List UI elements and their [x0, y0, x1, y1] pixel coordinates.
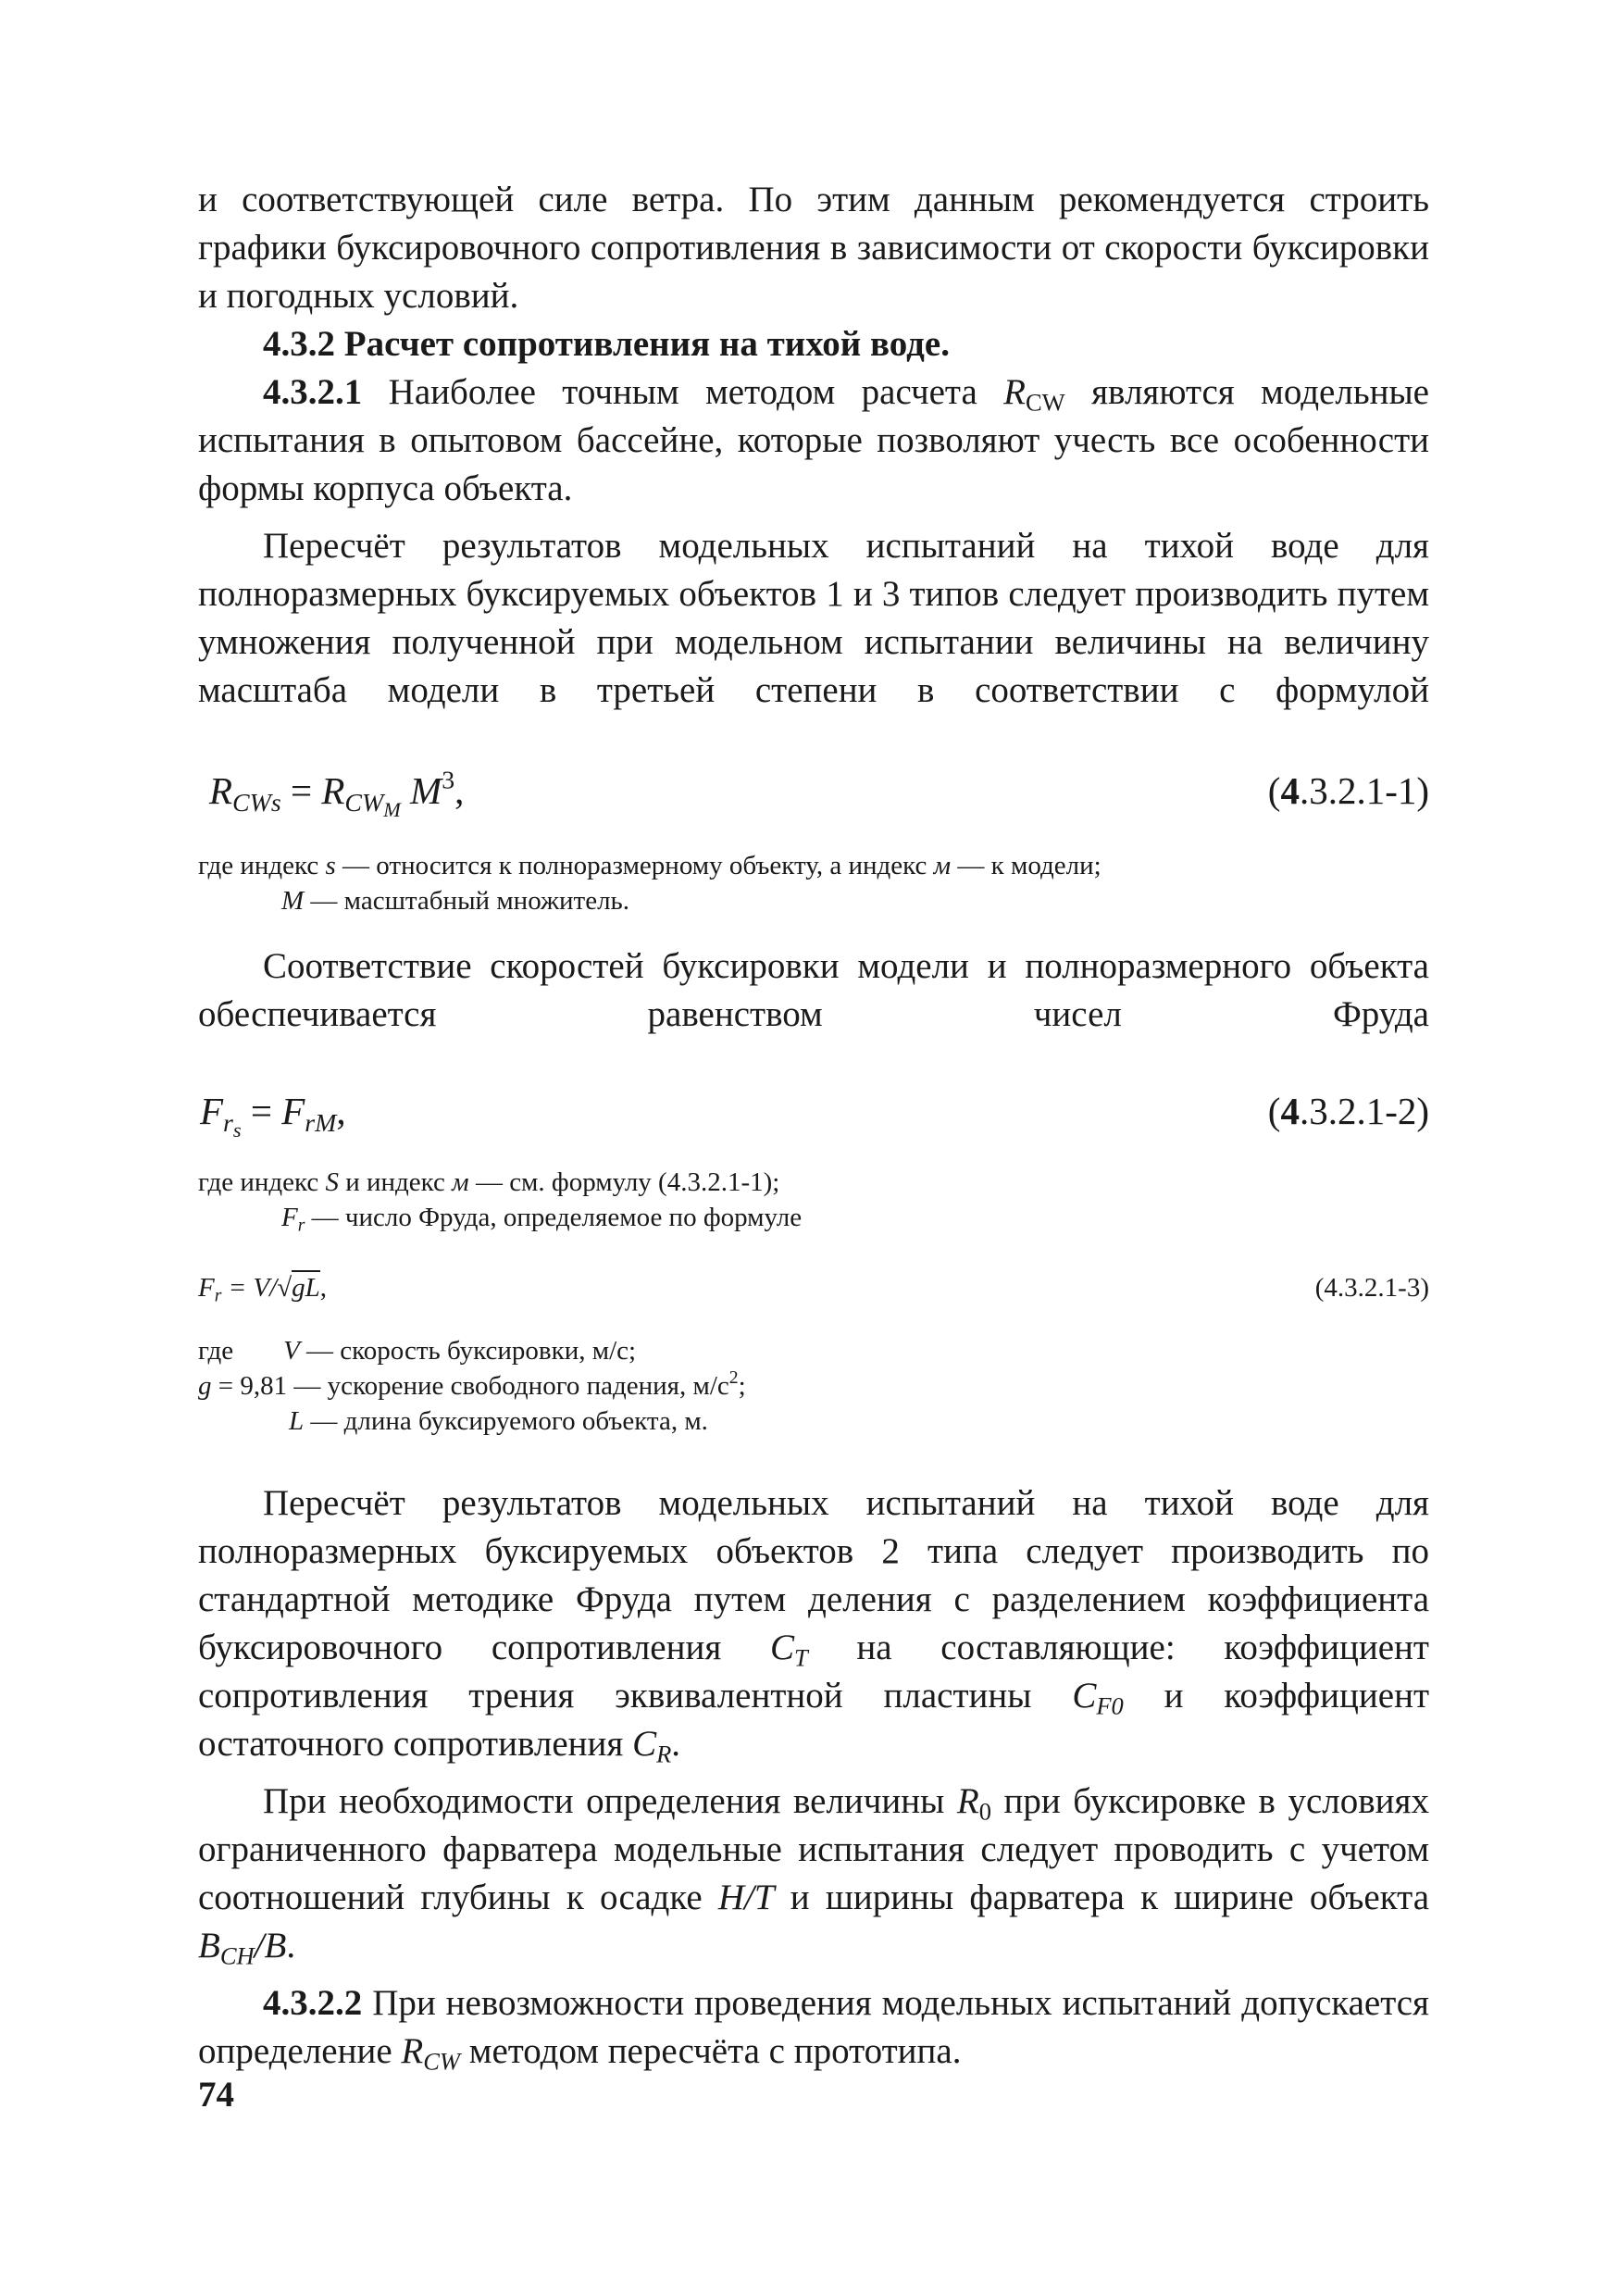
- eq-sub: CWs: [232, 788, 281, 817]
- text-run: при буксировке в условиях ограниченного фарватера модельные испытания следует проводить с учетом соотношений глубины к осадке: [198, 1781, 1429, 1917]
- equation-lhs: [198, 1270, 327, 1305]
- where-block-3: [198, 1333, 1429, 1439]
- where-block-2: [198, 1165, 1429, 1235]
- var-r-sub: 0: [978, 1797, 991, 1826]
- text-run: и индекс: [338, 1167, 453, 1197]
- clause-number: 4.3.2.1: [263, 372, 363, 412]
- var-b-sub: CH: [219, 1941, 255, 1970]
- equation-4-3-2-1-2: [198, 1087, 1429, 1142]
- where-block-1: [198, 848, 1429, 918]
- eq-var: F: [200, 1090, 224, 1132]
- text-run: — ускорение свободного падения, м/с: [287, 1371, 729, 1401]
- var-c-sub: T: [793, 1643, 808, 1672]
- var-m: M: [281, 886, 305, 916]
- var-m: м: [452, 1167, 469, 1197]
- equation-4-3-2-1-1: [198, 766, 1429, 822]
- text-run: являются модельные испытания в опытовом бассейне, которые позволяют учесть все особенности формы корпуса объекта.: [198, 372, 1429, 508]
- text-run: методом пересчёта с прототипа.: [460, 2031, 962, 2071]
- eq-sub: [223, 1108, 242, 1142]
- eq-var: R: [209, 769, 233, 812]
- eq-subsub: s: [232, 1118, 242, 1142]
- var-f-sub: r: [297, 1215, 305, 1236]
- var-m: м: [933, 851, 952, 880]
- page-body: [198, 176, 1429, 2076]
- var-c: C: [769, 1628, 794, 1667]
- eq-radicand: gL: [292, 1270, 320, 1303]
- eq-sub: rM: [305, 1108, 337, 1138]
- text-run: — длина буксируемого объекта, м.: [304, 1406, 708, 1436]
- equation-lhs: [198, 766, 465, 822]
- eq-num-bold: 4: [1280, 769, 1300, 812]
- where-line: [198, 1404, 1429, 1439]
- page-number: 74: [198, 2075, 234, 2115]
- var-c-sub: F0: [1096, 1691, 1124, 1720]
- ratio-h-t: H/T: [717, 1878, 775, 1917]
- text-run: Пересчёт результатов модельных испытаний на тихой воде для полноразмерных буксируемых объектов 2 типа следует производить по стандартной методике Фруда путем деления с разделением коэффициента буксировочного сопротивления: [198, 1483, 1429, 1667]
- eq-sub-text: r: [223, 1108, 233, 1138]
- where-line: [198, 883, 1429, 918]
- clause-number: 4.3.2.2: [263, 1983, 363, 2023]
- text-run: и ширины фарватера к ширине объекта: [774, 1878, 1429, 1917]
- eq-tail: ,: [336, 1090, 346, 1132]
- var-r-sub: CW: [423, 2047, 461, 2076]
- var-r: R: [956, 1781, 979, 1821]
- eq-sub: r: [214, 1285, 222, 1306]
- text-run: на составляющие: коэффициент сопротивления трения эквивалентной пластины: [198, 1628, 1429, 1716]
- eq-sign: =: [241, 1090, 282, 1132]
- eq-subsub: M: [383, 798, 401, 822]
- eq-sub-text: CW: [344, 788, 384, 817]
- text-run: — масштабный множитель.: [304, 886, 630, 916]
- text-run: — скорость буксировки, м/с;: [299, 1336, 637, 1366]
- where-line: [198, 1165, 1429, 1200]
- eq-sign: =: [280, 769, 322, 812]
- text-run: — см. формулу (4.3.2.1-1);: [468, 1167, 780, 1197]
- eq-num-bold: 4: [1280, 1090, 1300, 1132]
- section-heading-4-3-2: 4.3.2 Расчет сопротивления на тихой воде.: [263, 324, 950, 364]
- eq-tail: ,: [454, 769, 465, 812]
- var-c: C: [632, 1724, 657, 1764]
- text-run: При невозможности проведения модельных испытаний допускается определение: [198, 1983, 1429, 2071]
- paragraph-froude: Соответствие скоростей буксировки модели и полноразмерного объекта обеспечивается равенством чисел Фруда: [198, 946, 1429, 1034]
- text-run: ;: [738, 1371, 746, 1401]
- text-run: Наиболее точным методом расчета: [362, 372, 1004, 412]
- unit-power: 2: [728, 1367, 739, 1389]
- text-run: — число Фруда, определяемое по формуле: [305, 1203, 803, 1232]
- text-run: — относится к полноразмерному объекту, а индекс: [335, 851, 934, 880]
- equation-number: [1268, 1087, 1429, 1135]
- eq-num-rest: .3.2.1-1): [1299, 769, 1429, 812]
- where-key: где: [198, 1336, 234, 1366]
- var-r: R: [401, 2031, 424, 2071]
- text-run: .: [671, 1724, 681, 1764]
- var-c-sub: R: [656, 1740, 672, 1768]
- var-r: R: [1003, 372, 1026, 412]
- var-b: B: [198, 1926, 220, 1965]
- eq-var: F: [198, 1273, 215, 1303]
- equation-4-3-2-1-3: [198, 1270, 1429, 1305]
- value-g: = 9,81: [211, 1371, 288, 1401]
- where-line: [198, 1333, 1429, 1368]
- paragraph-recalc-1-3: Пересчёт результатов модельных испытаний на тихой воде для полноразмерных буксируемых объектов 1 и 3 типов следует производить путем умножения полученной при модельном испытании величины на величину масштаба модели в третьей степени в соответствии с формулой: [198, 526, 1429, 710]
- var-s: S: [325, 1167, 339, 1197]
- eq-num-open: (: [1267, 1090, 1281, 1132]
- eq-num-rest: .3.2.1-2): [1299, 1090, 1429, 1132]
- where-line: [198, 848, 1429, 883]
- var-c: C: [1072, 1676, 1097, 1716]
- var-b-tail: /B: [254, 1926, 287, 1965]
- eq-num-open: (: [1267, 769, 1281, 812]
- eq-sub: [344, 788, 401, 822]
- equation-number: (4.3.2.1-3): [1314, 1273, 1429, 1303]
- text-run: где индекс: [198, 851, 326, 880]
- where-line: [198, 1200, 1429, 1235]
- eq-power: 3: [442, 766, 455, 795]
- paragraph-4-3-2-1: [198, 368, 1429, 513]
- var-g: g: [198, 1371, 212, 1401]
- eq-sign: = V/: [221, 1273, 278, 1303]
- var-s: s: [325, 851, 336, 880]
- paragraph-4-3-2-2: [198, 1979, 1429, 2076]
- equation-lhs: [198, 1087, 346, 1142]
- eq-var: R: [321, 769, 345, 812]
- sqrt-symbol: √: [277, 1273, 292, 1303]
- text-run: где индекс: [198, 1167, 326, 1197]
- paragraph-recalc-2: [198, 1479, 1429, 1768]
- paragraph-fairway: [198, 1778, 1429, 1970]
- var-l: L: [289, 1406, 305, 1436]
- text-run: и коэффициент остаточного сопротивления: [198, 1676, 1430, 1764]
- var-f: F: [281, 1203, 298, 1232]
- paragraph-intro: и соответствующей силе ветра. По этим данным рекомендуется строить графики буксировочного сопротивления в зависимости от скорости буксировки и погодных условий.: [198, 180, 1429, 316]
- var-r-sub: CW: [1026, 388, 1065, 417]
- text-run: .: [286, 1926, 296, 1965]
- eq-var: M: [400, 769, 442, 812]
- text-run: — к модели;: [951, 851, 1101, 880]
- where-line: [198, 1368, 1429, 1404]
- var-v: V: [283, 1336, 300, 1366]
- eq-var: F: [281, 1090, 305, 1132]
- eq-tail: ,: [319, 1273, 328, 1303]
- equation-number: [1268, 767, 1429, 815]
- text-run: При необходимости определения величины: [263, 1781, 957, 1821]
